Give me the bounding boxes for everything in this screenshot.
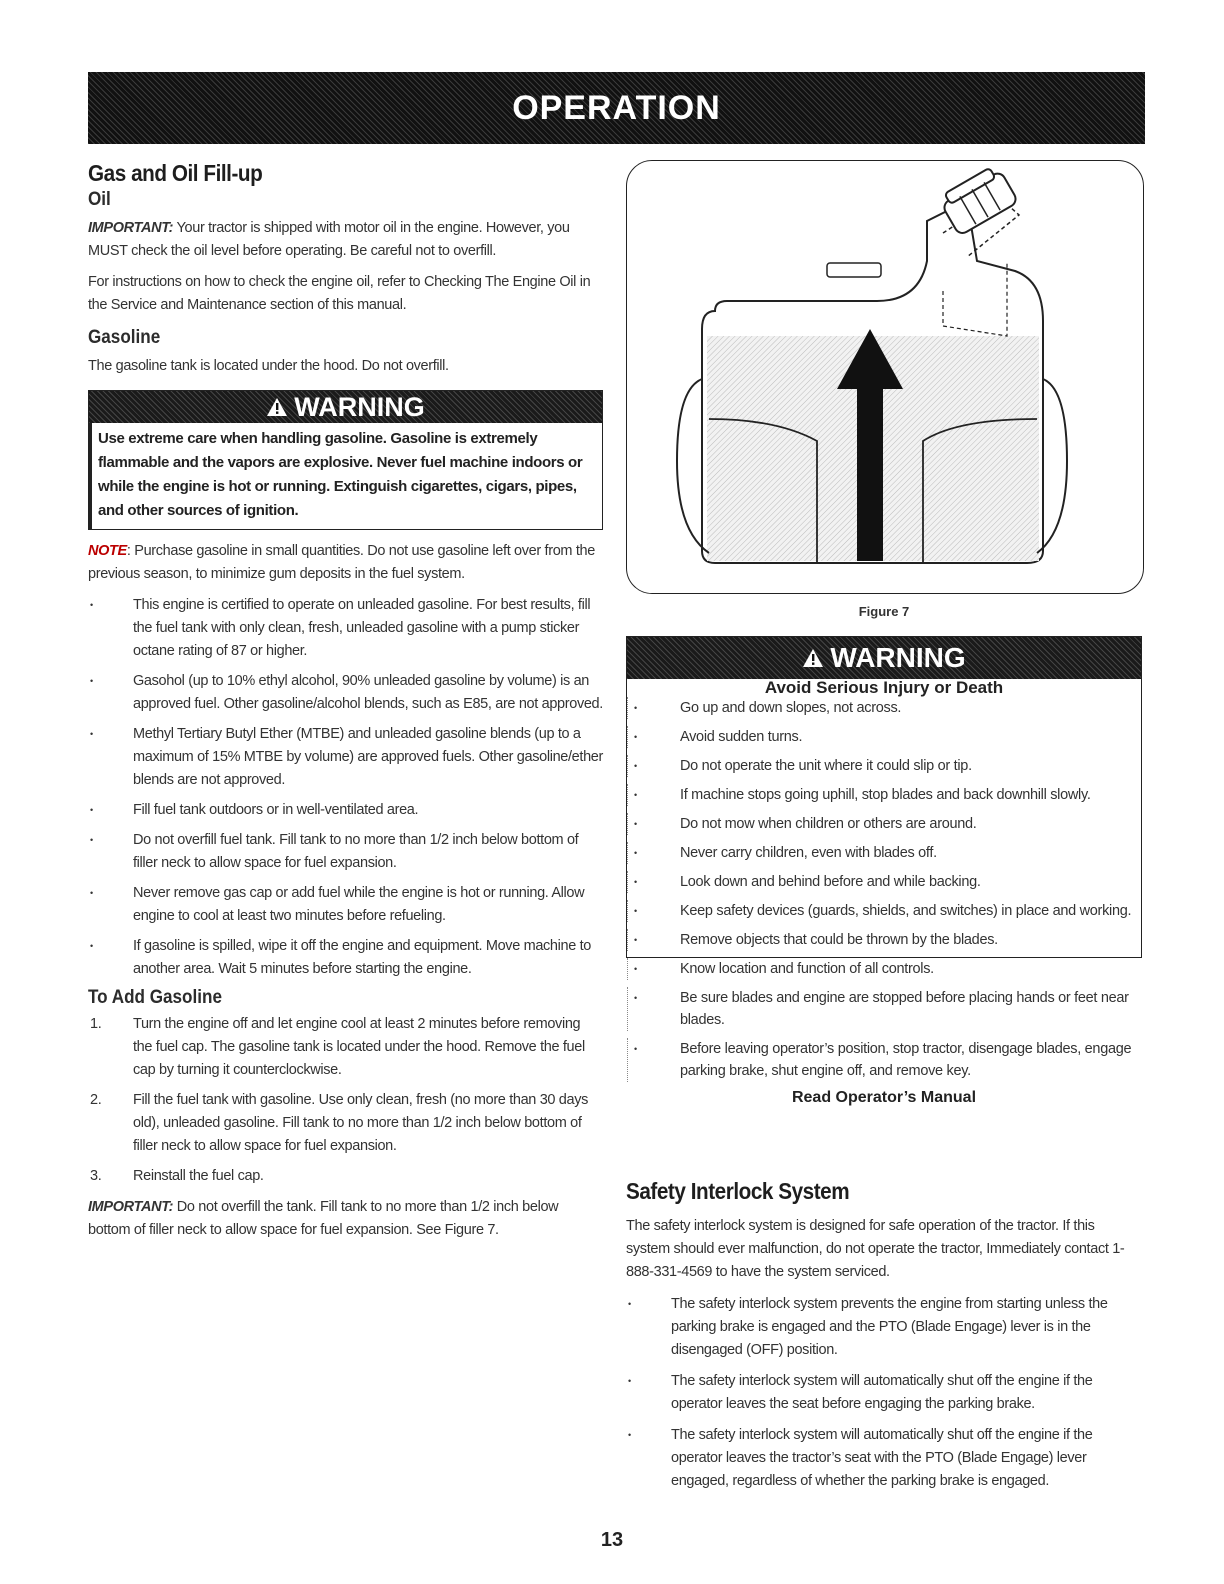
warning-list	[627, 697, 1141, 1082]
note-label: NOTE	[88, 543, 127, 559]
warning-header	[627, 637, 1141, 679]
step-number: 3.	[90, 1168, 102, 1184]
step-item	[88, 1089, 603, 1158]
warning-title: WARNING	[294, 392, 425, 422]
list-item: • Methyl Tertiary Butyl Ether (MTBE) and unleaded gasoline blends (up to a maximum of 15% MTBE by volume) are approved fuels. Other gasoline/ether blends are not approved.	[88, 723, 603, 792]
safety-bullets	[626, 1293, 1142, 1493]
warning-text: Use extreme care when handling gasoline. Gasoline is extremely flammable and the vapors are explosive. Never fuel machine indoors or while the engine is hot or running. Extinguish cigarettes, cigars, pipes, and other sources of ignition.	[89, 423, 602, 529]
list-item: • Be sure blades and engine are stopped before placing hands or feet near blades.	[627, 987, 1141, 1031]
list-item: • Do not operate the unit where it could slip or tip.	[627, 755, 1141, 777]
list-item: • This engine is certified to operate on unleaded gasoline. For best results, fill the fuel tank with only clean, fresh, unleaded gasoline with a pump sticker octane rating of 87 or higher.	[88, 594, 603, 663]
list-item: • Never remove gas cap or add fuel while the engine is hot or running. Allow engine to cool at least two minutes before refueling.	[88, 882, 603, 928]
safety-interlock-section	[626, 1178, 1142, 1493]
note-text: : Purchase gasoline in small quantities. Do not use gasoline left over from the previous season, to minimize gum deposits in the fuel system.	[88, 543, 595, 582]
list-item: • Avoid sudden turns.	[627, 726, 1141, 748]
step-text: Fill the fuel tank with gasoline. Use only clean, fresh (no more than 30 days old), unleaded gasoline. Fill tank to no more than 1/2 inch below bottom of filler neck to allow space for fuel expansion.	[133, 1092, 589, 1154]
gasoline-heading: Gasoline	[88, 327, 161, 348]
list-item: • Know location and function of all controls.	[627, 958, 1141, 980]
list-item: • Remove objects that could be thrown by the blades.	[627, 929, 1141, 951]
list-item: • The safety interlock system will automatically shut off the engine if the operator leaves the tractor’s seat with the PTO (Blade Engage) lever engaged, regardless of whether the parking brake is engaged.	[626, 1424, 1142, 1493]
list-item: • Do not mow when children or others are around.	[627, 813, 1141, 835]
vent-fitting	[827, 263, 881, 277]
final-important	[88, 1196, 603, 1242]
fuel-tank-illustration	[627, 161, 1143, 593]
step-number: 2.	[90, 1092, 102, 1108]
warning-subtitle: Avoid Serious Injury or Death	[764, 678, 1004, 697]
section-banner	[88, 72, 1145, 144]
warning-footer: Read Operator’s Manual	[791, 1089, 977, 1106]
important-text: Do not overfill the tank. Fill tank to no more than 1/2 inch below bottom of filler neck to allow space for fuel expansion. See Figure 7.	[88, 1199, 559, 1238]
list-item: • If gasoline is spilled, wipe it off the engine and equipment. Move machine to another area. Wait 5 minutes before starting the engine.	[88, 935, 603, 981]
gasoline-note	[88, 540, 603, 586]
gasoline-intro: The gasoline tank is located under the hood. Do not overfill.	[88, 358, 449, 374]
add-gasoline-heading: To Add Gasoline	[88, 987, 222, 1008]
list-item: • Keep safety devices (guards, shields, and switches) in place and working.	[627, 900, 1141, 922]
oil-important	[88, 217, 603, 263]
step-text: Reinstall the fuel cap.	[133, 1168, 264, 1184]
safety-intro: The safety interlock system is designed for safe operation of the tractor. If this system should ever malfunction, do not operate the tractor, Immediately contact 1-888-331-4569 to have the system serviced.	[626, 1218, 1125, 1280]
important-text: Your tractor is shipped with motor oil in the engine. However, you MUST check the oil level before operating. Be careful not to overfill.	[88, 220, 570, 259]
important-label: IMPORTANT:	[88, 1199, 174, 1215]
banner-title: OPERATION	[512, 89, 721, 127]
list-item: • Do not overfill fuel tank. Fill tank to no more than 1/2 inch below bottom of filler neck to allow space for fuel expansion.	[88, 829, 603, 875]
gas-oil-heading: Gas and Oil Fill-up	[88, 160, 263, 186]
list-item: • Fill fuel tank outdoors or in well-ventilated area.	[88, 799, 603, 822]
warning-title: WARNING	[830, 642, 966, 673]
list-item: • If machine stops going uphill, stop blades and back downhill slowly.	[627, 784, 1141, 806]
safety-warning-box	[626, 636, 1142, 1106]
important-label: IMPORTANT:	[88, 220, 174, 236]
list-item: • The safety interlock system will automatically shut off the engine if the operator leaves the seat before engaging the parking brake.	[626, 1370, 1142, 1416]
warning-header	[89, 391, 602, 423]
gasoline-bullets	[88, 594, 603, 981]
safety-interlock-heading: Safety Interlock System	[626, 1178, 850, 1204]
oil-instructions: For instructions on how to check the engine oil, refer to Checking The Engine Oil in the Service and Maintenance section of this manual.	[88, 274, 591, 313]
step-number: 1.	[90, 1016, 102, 1032]
list-item: • Never carry children, even with blades off.	[627, 842, 1141, 864]
list-item: • Look down and behind before and while backing.	[627, 871, 1141, 893]
gasoline-warning-box	[88, 390, 603, 530]
warning-triangle-icon	[802, 638, 824, 658]
step-item	[88, 1165, 603, 1188]
left-column	[88, 160, 603, 1242]
step-item	[88, 1013, 603, 1082]
list-item: • Gasohol (up to 10% ethyl alcohol, 90% unleaded gasoline by volume) is an approved fuel. Other gasoline/alcohol blends, such as E85, are not approved.	[88, 670, 603, 716]
list-item: • Before leaving operator’s position, stop tractor, disengage blades, engage parking brake, shut engine off, and remove key.	[627, 1038, 1141, 1082]
list-item: • Go up and down slopes, not across.	[627, 697, 1141, 719]
page-number: 13	[600, 1529, 624, 1551]
warning-triangle-icon	[266, 392, 288, 412]
step-text: Turn the engine off and let engine cool at least 2 minutes before removing the fuel cap. The gasoline tank is located under the hood. Remove the fuel cap by turning it counterclockwise.	[133, 1016, 585, 1078]
figure-caption: Figure 7	[858, 604, 910, 619]
list-item: • The safety interlock system prevents the engine from starting unless the parking brake is engaged and the PTO (Blade Engage) lever is in the disengaged (OFF) position.	[626, 1293, 1142, 1362]
add-gasoline-steps	[88, 1013, 603, 1188]
oil-heading: Oil	[88, 189, 111, 210]
fuel-tank-figure	[626, 160, 1144, 594]
